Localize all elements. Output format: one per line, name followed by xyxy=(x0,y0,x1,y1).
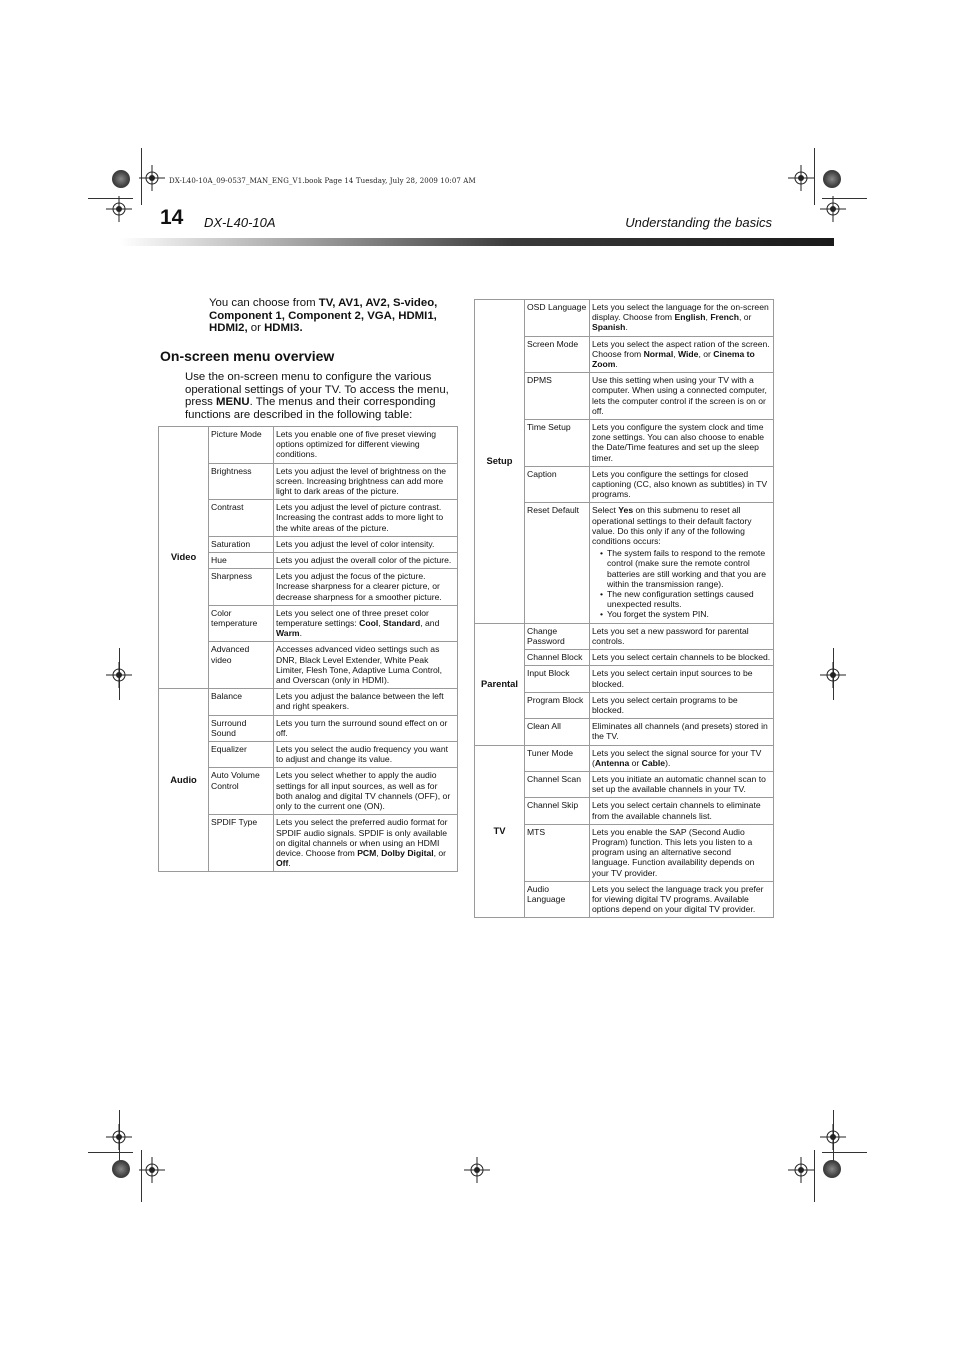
description-run: , or xyxy=(433,847,447,858)
menu-item-name: Balance xyxy=(209,689,274,715)
model-name: DX-L40-10A xyxy=(204,215,276,230)
table-row xyxy=(475,300,774,337)
menu-table-right xyxy=(474,299,774,918)
menu-item-description xyxy=(274,463,458,500)
description-run: Eliminates all channels (and presets) stored in the TV. xyxy=(592,721,768,742)
menu-item-description xyxy=(590,466,774,503)
description-run: Lets you select certain programs to be blocked. xyxy=(592,694,738,715)
menu-item-description xyxy=(590,666,774,692)
print-job-info: DX-L40-10A_09-0537_MAN_ENG_V1.book Page 14 Tuesday, July 28, 2009 10:07 AM xyxy=(169,177,476,185)
registration-target-icon xyxy=(820,196,846,222)
description-run: English xyxy=(674,312,706,323)
description-run: Lets you select one of three preset color temperature settings: xyxy=(276,607,429,629)
description-run: , xyxy=(673,348,678,359)
registration-target-icon xyxy=(106,662,132,688)
description-run: , xyxy=(376,847,382,858)
menu-item-description xyxy=(590,881,774,918)
description-run: Antenna xyxy=(594,757,630,768)
table-row xyxy=(475,623,774,649)
menu-item-name: Screen Mode xyxy=(525,336,590,373)
description-run: . xyxy=(288,858,291,869)
menu-item-description xyxy=(274,553,458,569)
description-run: Lets you adjust the level of picture contrast. Increasing the contrast adds to more light to the white areas of the picture. xyxy=(276,502,444,533)
menu-item-name: Reset Default xyxy=(525,503,590,623)
registration-target-icon xyxy=(464,1157,490,1183)
menu-item-name: Brightness xyxy=(209,463,274,500)
description-run: Lets you select the audio frequency you want to adjust and change its value. xyxy=(276,744,448,765)
menu-item-description xyxy=(590,420,774,467)
menu-item-description xyxy=(590,373,774,420)
description-run: , xyxy=(378,618,383,629)
menu-item-name: Picture Mode xyxy=(209,427,274,464)
bullet-item: • You forget the system PIN. xyxy=(600,609,771,619)
intro-paragraph xyxy=(185,371,457,421)
text-run: You can choose from xyxy=(209,297,319,309)
menu-item-name: Input Block xyxy=(525,666,590,692)
menu-category: TV xyxy=(475,745,525,918)
menu-item-name: Color temperature xyxy=(209,605,274,642)
menu-item-name: Contrast xyxy=(209,500,274,537)
description-run: Lets you select the signal source for your TV ( xyxy=(592,747,762,768)
menu-item-description xyxy=(274,569,458,606)
menu-item-description xyxy=(590,798,774,824)
section-title: Understanding the basics xyxy=(625,215,772,230)
registration-target-icon xyxy=(139,1157,165,1183)
menu-item-name: Auto Volume Control xyxy=(209,768,274,815)
registration-target-icon xyxy=(106,1124,132,1150)
description-run: Off xyxy=(276,858,289,869)
table-row xyxy=(159,427,458,464)
description-run: Normal xyxy=(643,348,674,359)
description-run: Lets you adjust the overall color of the picture. xyxy=(276,555,452,566)
bullet-list xyxy=(592,548,771,619)
description-run: ). xyxy=(665,757,671,768)
header-rule xyxy=(120,238,834,246)
crop-line xyxy=(88,1152,133,1153)
registration-target-icon xyxy=(788,165,814,191)
menu-item-description xyxy=(274,742,458,768)
menu-item-description xyxy=(590,650,774,666)
page-number: 14 xyxy=(160,206,184,229)
menu-item-description xyxy=(274,427,458,464)
menu-item-description xyxy=(590,503,774,623)
description-run: Accesses advanced video settings such as DNR, Black Level Extender, White Peak Limiter, Flesh Tone, Adaptive Luma Control, and Overscan (only in HDMI). xyxy=(276,644,443,686)
menu-item-name: DPMS xyxy=(525,373,590,420)
text-run: HDMI3. xyxy=(264,322,303,335)
registration-dot-icon xyxy=(823,170,841,188)
crop-line xyxy=(814,1150,815,1202)
bullet-item: • The new configuration settings caused unexpected results. xyxy=(600,589,771,609)
registration-dot-icon xyxy=(112,170,130,188)
description-run: Lets you select certain channels to be blocked. xyxy=(592,652,771,663)
menu-item-description xyxy=(590,623,774,649)
description-run: Use this setting when using your TV with a computer. When using a connected computer, lets the computer control if the screen is on or off. xyxy=(592,375,767,416)
menu-item-name: Clean All xyxy=(525,719,590,745)
description-run: Lets you turn the surround sound effect on or off. xyxy=(276,717,448,738)
menu-item-description xyxy=(274,500,458,537)
crop-line xyxy=(822,1152,867,1153)
description-run: Lets you adjust the level of color intensity. xyxy=(276,538,435,549)
description-run: on this submenu to reset all operational settings to their default factory value. Do this only if any of the following conditions occurs: xyxy=(592,505,752,547)
description-run: Lets you adjust the focus of the picture. Increase sharpness for a clearer picture, or decrease sharpness for a smoother picture. xyxy=(276,571,442,602)
menu-item-name: Hue xyxy=(209,553,274,569)
description-run: . xyxy=(625,322,628,333)
description-run: Lets you enable the SAP (Second Audio Program) function. This lets you listen to a program using an alternative second language. Function availability depends on your TV provider. xyxy=(592,826,755,878)
description-run: Dolby Digital xyxy=(381,847,434,858)
menu-item-description xyxy=(590,771,774,797)
menu-item-description xyxy=(274,536,458,552)
menu-category: Setup xyxy=(475,300,525,624)
menu-item-name: Equalizer xyxy=(209,742,274,768)
menu-category: Video xyxy=(159,427,209,689)
menu-item-description xyxy=(274,642,458,689)
registration-target-icon xyxy=(788,1157,814,1183)
section-heading: On-screen menu overview xyxy=(160,348,335,364)
description-run: Lets you configure the settings for closed captioning (CC, also known as subtitles) in TV programs. xyxy=(592,468,768,500)
description-run: Lets you select certain input sources to be blocked. xyxy=(592,668,753,689)
menu-item-description xyxy=(274,605,458,642)
description-run: . xyxy=(615,359,618,370)
menu-item-name: Saturation xyxy=(209,536,274,552)
menu-item-description xyxy=(274,715,458,741)
text-run: . The menus and their corresponding functions are described in the following table: xyxy=(185,396,436,421)
description-run: Lets you initiate an automatic channel scan to set up the available channels in your TV. xyxy=(592,773,766,795)
description-run: Lets you select the preferred audio format for SPDIF audio signals. SPDIF is only available on digital channels or when using an HDMI device. Choose from xyxy=(276,817,448,858)
description-run: , and xyxy=(420,618,440,629)
menu-item-name: Advanced video xyxy=(209,642,274,689)
text-run: or xyxy=(247,322,265,335)
registration-dot-icon xyxy=(823,1160,841,1178)
description-run: Yes xyxy=(618,505,634,516)
description-run: Lets you set a new password for parental controls. xyxy=(592,625,749,646)
menu-item-name: Tuner Mode xyxy=(525,745,590,771)
menu-item-name: Surround Sound xyxy=(209,715,274,741)
menu-category: Audio xyxy=(159,689,209,872)
description-run: Spanish xyxy=(592,322,626,333)
description-run: French xyxy=(710,312,739,323)
menu-item-name: OSD Language xyxy=(525,300,590,337)
description-run: , or xyxy=(738,312,752,323)
menu-item-name: Time Setup xyxy=(525,420,590,467)
description-run: , xyxy=(705,312,711,323)
description-run: Cinema to Zoom xyxy=(592,348,755,370)
registration-target-icon xyxy=(139,165,165,191)
menu-item-name: Channel Skip xyxy=(525,798,590,824)
registration-target-icon xyxy=(106,196,132,222)
menu-item-name: Sharpness xyxy=(209,569,274,606)
table-row xyxy=(159,689,458,715)
input-sources-paragraph xyxy=(209,297,459,335)
description-run: Lets you select the aspect ration of the screen. Choose from xyxy=(592,338,770,359)
menu-item-description xyxy=(274,768,458,815)
menu-item-description xyxy=(590,300,774,337)
description-run: Lets you adjust the level of brightness on the screen. Increasing brightness can add more light to dark areas of the picture. xyxy=(276,465,447,497)
table-row xyxy=(475,745,774,771)
menu-item-name: Program Block xyxy=(525,692,590,718)
description-run: or xyxy=(629,757,642,768)
menu-item-name: Caption xyxy=(525,466,590,503)
description-run: Lets you adjust the balance between the left and right speakers. xyxy=(276,691,444,712)
description-run: Lets you select the language track you prefer for viewing digital TV programs. Available options depend on your digital TV provider. xyxy=(592,883,764,915)
description-run: Wide xyxy=(677,348,699,359)
description-run: Select xyxy=(592,505,619,516)
menu-item-name: Change Password xyxy=(525,623,590,649)
registration-target-icon xyxy=(820,662,846,688)
description-run: , or xyxy=(698,348,714,359)
description-run: Lets you select the language for the on-screen display. Choose from xyxy=(592,302,769,323)
text-run: MENU xyxy=(216,396,250,409)
description-run: Cool xyxy=(359,618,379,629)
menu-table-left xyxy=(158,426,458,872)
description-run: . xyxy=(299,628,302,639)
description-run: Cable xyxy=(641,757,666,768)
menu-item-description xyxy=(590,692,774,718)
menu-category: Parental xyxy=(475,623,525,745)
registration-dot-icon xyxy=(112,1160,130,1178)
menu-item-description xyxy=(274,815,458,872)
registration-target-icon xyxy=(820,1124,846,1150)
description-run: Standard xyxy=(383,618,421,629)
menu-item-description xyxy=(590,336,774,373)
bullet-item: • The system fails to respond to the remote control (make sure the remote control batteries are still working and that you are within the transmission range). xyxy=(600,548,771,589)
description-run: Lets you enable one of five preset viewing options optimized for different viewing conditions. xyxy=(276,429,437,460)
menu-item-description xyxy=(590,719,774,745)
crop-line xyxy=(814,148,815,205)
menu-item-name: SPDIF Type xyxy=(209,815,274,872)
description-run: Lets you configure the system clock and time zone settings. You can also choose to enable the Date/Time features and set up the sleep timer. xyxy=(592,422,765,463)
description-run: Lets you select certain channels to eliminate from the available channels list. xyxy=(592,800,761,821)
description-run: Lets you select whether to apply the audio settings for all input sources, as well as for both analog and digital TV channels (OFF), or only to the current one (ON). xyxy=(276,770,451,812)
text-run: Use the on-screen menu to configure the various operational settings of your TV. To access the menu, press xyxy=(185,371,449,409)
menu-item-description xyxy=(590,824,774,881)
menu-item-description xyxy=(274,689,458,715)
menu-item-name: Channel Scan xyxy=(525,771,590,797)
menu-item-description xyxy=(590,745,774,771)
menu-item-name: MTS xyxy=(525,824,590,881)
menu-item-name: Channel Block xyxy=(525,650,590,666)
description-run: Warm xyxy=(276,628,300,639)
menu-item-name: Audio Language xyxy=(525,881,590,918)
text-run: TV, AV1, AV2, S-video, Component 1, Component 2, VGA, HDMI1, HDMI2, xyxy=(209,297,438,335)
description-run: PCM xyxy=(357,847,377,858)
